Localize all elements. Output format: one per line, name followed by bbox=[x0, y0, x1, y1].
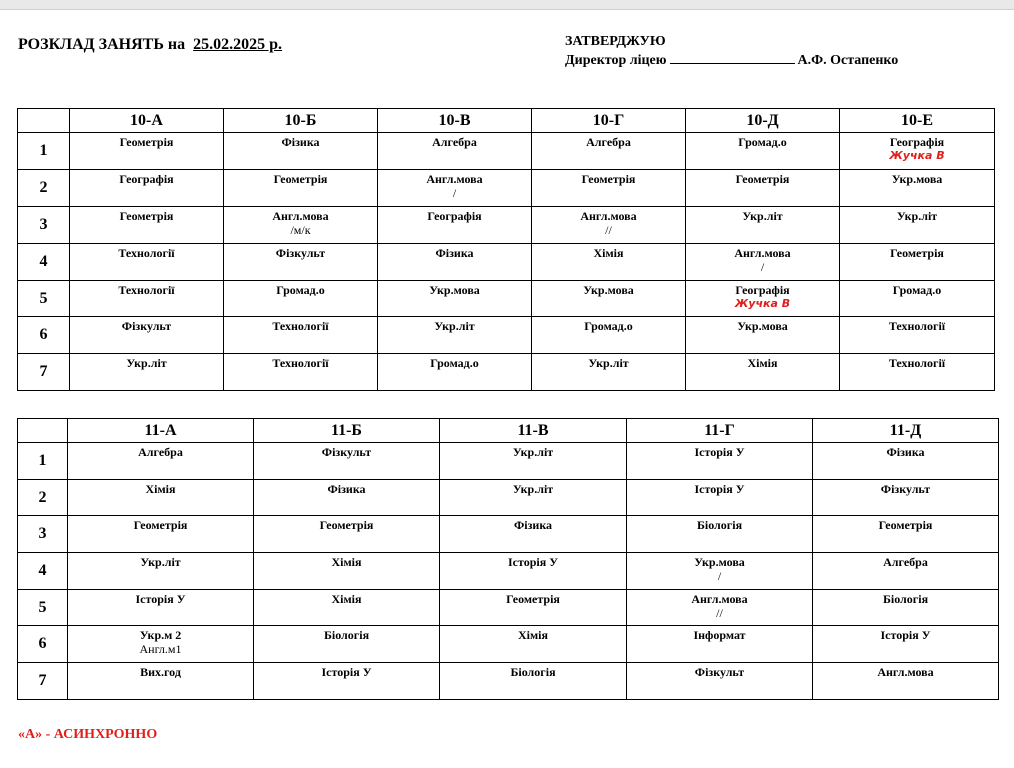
subject-name: Біологія bbox=[696, 518, 743, 533]
lesson-cell bbox=[532, 317, 686, 354]
lesson-row bbox=[18, 626, 999, 663]
lesson-cell bbox=[627, 479, 813, 516]
subject-name: Укр.літ bbox=[126, 356, 167, 371]
subject-name: Хімія bbox=[593, 245, 624, 260]
lesson-cell bbox=[840, 280, 995, 317]
subject-name: Географія bbox=[119, 171, 174, 186]
subject-name: Геометрія bbox=[319, 518, 374, 533]
subject-name: Біологія bbox=[882, 591, 929, 606]
subject-name: Геометрія bbox=[735, 171, 790, 186]
lesson-cell bbox=[627, 589, 813, 626]
subject-name: Громад.о bbox=[276, 282, 325, 297]
subject-name: Вих.год bbox=[140, 665, 181, 680]
lesson-cell bbox=[378, 169, 532, 206]
lesson-cell bbox=[532, 280, 686, 317]
lesson-cell bbox=[686, 354, 840, 391]
subject-name: Історія У bbox=[321, 665, 372, 680]
lesson-cell bbox=[378, 133, 532, 170]
subject-name: Укр.літ bbox=[588, 356, 629, 371]
lesson-cell bbox=[224, 354, 378, 391]
lesson-number: 6 bbox=[18, 626, 68, 663]
approve-line bbox=[565, 51, 898, 70]
lesson-cell bbox=[378, 206, 532, 243]
lesson-cell bbox=[254, 589, 440, 626]
subject-name: Хімія bbox=[145, 481, 176, 496]
lesson-cell bbox=[254, 516, 440, 553]
subject-name: Історія У bbox=[694, 481, 745, 496]
class-header: 11-В bbox=[440, 419, 627, 443]
lesson-cell bbox=[70, 243, 224, 280]
lesson-cell bbox=[813, 589, 999, 626]
signature-line bbox=[670, 52, 795, 64]
subject-name: Фізкульт bbox=[880, 481, 931, 496]
lesson-cell bbox=[224, 317, 378, 354]
lesson-number: 3 bbox=[18, 516, 68, 553]
subject-name: Укр.літ bbox=[512, 481, 554, 496]
class-header: 10-Е bbox=[840, 109, 995, 133]
subject-name: Технології bbox=[888, 319, 946, 334]
lesson-cell bbox=[224, 243, 378, 280]
subject-name: Фізкульт bbox=[321, 445, 372, 459]
subject-name: Фізика bbox=[886, 445, 925, 459]
subject-name: Алгебра bbox=[883, 555, 928, 570]
footer-note: «А» - АСИНХРОННО bbox=[18, 727, 158, 742]
subject-note: / bbox=[452, 185, 457, 200]
subject-name: Англ.мова bbox=[580, 208, 637, 223]
lesson-cell bbox=[68, 589, 254, 626]
subject-name: Географія bbox=[735, 282, 790, 297]
subject-name: Геометрія bbox=[506, 591, 560, 606]
lesson-cell bbox=[840, 206, 995, 243]
lesson-cell bbox=[686, 206, 840, 243]
teacher-note: Жучка В bbox=[889, 149, 945, 162]
subject-note: // bbox=[716, 605, 723, 620]
lesson-row bbox=[18, 206, 995, 243]
lesson-cell bbox=[840, 243, 995, 280]
subject-name: Укр.м 2 bbox=[139, 628, 182, 643]
subject-name: Історія У bbox=[135, 591, 186, 606]
subject-name: Громад.о bbox=[584, 319, 633, 334]
header-row bbox=[18, 419, 999, 443]
subject-name: Укр.мова bbox=[737, 319, 788, 334]
subject-name: Технології bbox=[888, 356, 946, 371]
subject-name: Фізика bbox=[435, 245, 474, 260]
subject-name: Фізика bbox=[327, 481, 366, 496]
lesson-cell bbox=[532, 243, 686, 280]
subject-name: Алгебра bbox=[432, 135, 477, 149]
lesson-cell bbox=[440, 663, 627, 700]
lesson-cell bbox=[254, 626, 440, 663]
lesson-cell bbox=[532, 133, 686, 170]
schedule-table-11-body bbox=[18, 419, 999, 700]
lesson-number: 7 bbox=[18, 663, 68, 700]
subject-name: Алгебра bbox=[586, 135, 631, 149]
class-header: 10-В bbox=[378, 109, 532, 133]
subject-name: Геометрія bbox=[890, 245, 944, 260]
lesson-row bbox=[18, 317, 995, 354]
subject-name: Громад.о bbox=[892, 282, 942, 297]
lesson-cell bbox=[813, 479, 999, 516]
lesson-cell bbox=[70, 354, 224, 391]
subject-name: Хімія bbox=[518, 628, 548, 643]
lesson-cell bbox=[627, 553, 813, 590]
subject-name: Біологія bbox=[323, 628, 370, 643]
lesson-row bbox=[18, 516, 999, 553]
subject-name: Укр.мова bbox=[583, 282, 634, 297]
lesson-cell bbox=[440, 479, 627, 516]
subject-name: Англ.мова bbox=[426, 171, 483, 186]
approve-name: А.Ф. Остапенко bbox=[797, 53, 899, 68]
lesson-cell bbox=[813, 553, 999, 590]
subject-name: Технології bbox=[118, 282, 175, 297]
schedule-table-11 bbox=[17, 418, 999, 700]
subject-name: Геометрія bbox=[119, 135, 174, 149]
class-header: 11-Б bbox=[254, 419, 440, 443]
subject-name: Алгебра bbox=[138, 445, 183, 459]
lesson-number: 5 bbox=[18, 280, 70, 317]
class-header: 10-Д bbox=[686, 109, 840, 133]
lesson-cell bbox=[378, 280, 532, 317]
lesson-cell bbox=[68, 516, 254, 553]
lesson-cell bbox=[813, 443, 999, 480]
subject-name: Інформат bbox=[693, 628, 746, 643]
subject-name: Англ.мова bbox=[734, 245, 791, 260]
lesson-cell bbox=[254, 663, 440, 700]
subject-name: Фізика bbox=[281, 135, 320, 149]
subject-name: Історія У bbox=[694, 445, 745, 459]
lesson-cell bbox=[68, 663, 254, 700]
lesson-cell bbox=[70, 280, 224, 317]
lesson-cell bbox=[840, 354, 995, 391]
lesson-cell bbox=[378, 354, 532, 391]
lesson-number: 4 bbox=[18, 243, 70, 280]
title-text: РОЗКЛАД ЗАНЯТЬ на bbox=[18, 36, 186, 53]
lesson-cell bbox=[440, 516, 627, 553]
lesson-cell bbox=[68, 626, 254, 663]
lesson-number: 4 bbox=[18, 553, 68, 590]
subject-name: Укр.літ bbox=[512, 445, 554, 459]
subject-name: Геометрія bbox=[273, 171, 328, 186]
page-title bbox=[18, 36, 282, 54]
lesson-row bbox=[18, 443, 999, 480]
lesson-cell bbox=[686, 280, 840, 317]
lesson-cell bbox=[68, 443, 254, 480]
lesson-cell bbox=[532, 169, 686, 206]
subject-name: Біологія bbox=[510, 665, 556, 680]
lesson-number: 5 bbox=[18, 589, 68, 626]
lesson-cell bbox=[813, 516, 999, 553]
class-header: 10-Г bbox=[532, 109, 686, 133]
subject-name: Географія bbox=[889, 135, 945, 149]
lesson-cell bbox=[70, 206, 224, 243]
subject-name: Геометрія bbox=[878, 518, 933, 533]
lesson-cell bbox=[686, 169, 840, 206]
lesson-cell bbox=[254, 443, 440, 480]
lesson-cell bbox=[840, 133, 995, 170]
subject-name: Геометрія bbox=[133, 518, 188, 533]
header-row bbox=[18, 109, 995, 133]
class-header: 11-Д bbox=[813, 419, 999, 443]
subject-name: Англ.мова bbox=[691, 591, 748, 606]
window-top-strip bbox=[0, 0, 1014, 10]
lesson-cell bbox=[813, 626, 999, 663]
lesson-row bbox=[18, 589, 999, 626]
lesson-cell bbox=[224, 206, 378, 243]
title-date: 25.02.2025 р. bbox=[193, 36, 283, 53]
lesson-cell bbox=[440, 589, 627, 626]
schedule-table-10 bbox=[17, 108, 995, 391]
subject-name: Технології bbox=[118, 245, 175, 260]
lesson-number: 3 bbox=[18, 206, 70, 243]
lesson-cell bbox=[440, 626, 627, 663]
lesson-row bbox=[18, 479, 999, 516]
class-header: 11-А bbox=[68, 419, 254, 443]
lesson-cell bbox=[70, 133, 224, 170]
subject-note: / bbox=[760, 259, 765, 274]
approval-block bbox=[565, 32, 898, 70]
subject-name: Географія bbox=[427, 208, 482, 223]
corner-cell bbox=[18, 419, 68, 443]
subject-note: / bbox=[717, 569, 722, 584]
lesson-number: 2 bbox=[18, 479, 68, 516]
lesson-cell bbox=[686, 243, 840, 280]
subject-name: Історія У bbox=[507, 555, 559, 570]
subject-name: Громад.о bbox=[430, 356, 479, 371]
subject-name: Укр.мова bbox=[429, 282, 480, 297]
lesson-cell bbox=[378, 243, 532, 280]
lesson-cell bbox=[627, 663, 813, 700]
lesson-number: 7 bbox=[18, 354, 70, 391]
approve-role: Директор ліцею bbox=[565, 53, 667, 68]
approve-title: ЗАТВЕРДЖУЮ bbox=[565, 34, 666, 49]
subject-name: Фізкульт bbox=[275, 245, 326, 260]
subject-note: /м/к bbox=[290, 222, 311, 237]
lesson-number: 6 bbox=[18, 317, 70, 354]
subject-name: Хімія bbox=[747, 356, 778, 371]
subject-name: Технології bbox=[272, 319, 329, 334]
lesson-cell bbox=[532, 354, 686, 391]
subject-name: Історія У bbox=[880, 628, 931, 643]
lesson-cell bbox=[254, 479, 440, 516]
class-header: 10-А bbox=[70, 109, 224, 133]
subject-name: Громад.о bbox=[738, 135, 787, 149]
lesson-cell bbox=[70, 169, 224, 206]
lesson-cell bbox=[627, 443, 813, 480]
subject-name: Геометрія bbox=[581, 171, 636, 186]
subject-name: Англ.мова bbox=[877, 665, 934, 680]
lesson-row bbox=[18, 169, 995, 206]
subject-name: Укр.літ bbox=[742, 208, 783, 223]
subject-name: Англ.мова bbox=[272, 208, 329, 223]
subject-note: Англ.м1 bbox=[139, 642, 182, 657]
lesson-cell bbox=[254, 553, 440, 590]
subject-name: Фізика bbox=[513, 518, 553, 533]
lesson-cell bbox=[627, 626, 813, 663]
subject-name: Геометрія bbox=[119, 208, 174, 223]
lesson-cell bbox=[68, 479, 254, 516]
subject-name: Технології bbox=[272, 356, 329, 371]
subject-name: Укр.літ bbox=[896, 208, 938, 223]
subject-name: Хімія bbox=[331, 591, 362, 606]
subject-name: Укр.літ bbox=[140, 555, 181, 570]
lesson-cell bbox=[378, 317, 532, 354]
teacher-note: Жучка В bbox=[734, 296, 791, 310]
corner-cell bbox=[18, 109, 70, 133]
lesson-cell bbox=[224, 280, 378, 317]
lesson-number: 2 bbox=[18, 169, 70, 206]
lesson-number: 1 bbox=[18, 443, 68, 480]
class-header: 10-Б bbox=[224, 109, 378, 133]
lesson-cell bbox=[224, 133, 378, 170]
lesson-cell bbox=[68, 553, 254, 590]
lesson-cell bbox=[440, 443, 627, 480]
lesson-cell bbox=[686, 133, 840, 170]
subject-name: Хімія bbox=[331, 555, 362, 570]
subject-name: Укр.мова bbox=[694, 555, 745, 570]
lesson-cell bbox=[224, 169, 378, 206]
lesson-cell bbox=[813, 663, 999, 700]
lesson-row bbox=[18, 553, 999, 590]
subject-note: // bbox=[605, 222, 612, 237]
lesson-cell bbox=[840, 169, 995, 206]
subject-name: Фізкульт bbox=[121, 319, 172, 334]
lesson-cell bbox=[440, 553, 627, 590]
subject-name: Фізкульт bbox=[694, 665, 745, 680]
lesson-cell bbox=[70, 317, 224, 354]
class-header: 11-Г bbox=[627, 419, 813, 443]
lesson-row bbox=[18, 280, 995, 317]
lesson-row bbox=[18, 663, 999, 700]
lesson-cell bbox=[627, 516, 813, 553]
lesson-row bbox=[18, 354, 995, 391]
subject-name: Укр.літ bbox=[434, 319, 475, 334]
lesson-cell bbox=[840, 317, 995, 354]
subject-name: Укр.мова bbox=[891, 171, 943, 186]
schedule-table-10-body bbox=[18, 109, 995, 391]
lesson-cell bbox=[686, 317, 840, 354]
lesson-number: 1 bbox=[18, 133, 70, 170]
lesson-row bbox=[18, 133, 995, 170]
lesson-row bbox=[18, 243, 995, 280]
lesson-cell bbox=[532, 206, 686, 243]
